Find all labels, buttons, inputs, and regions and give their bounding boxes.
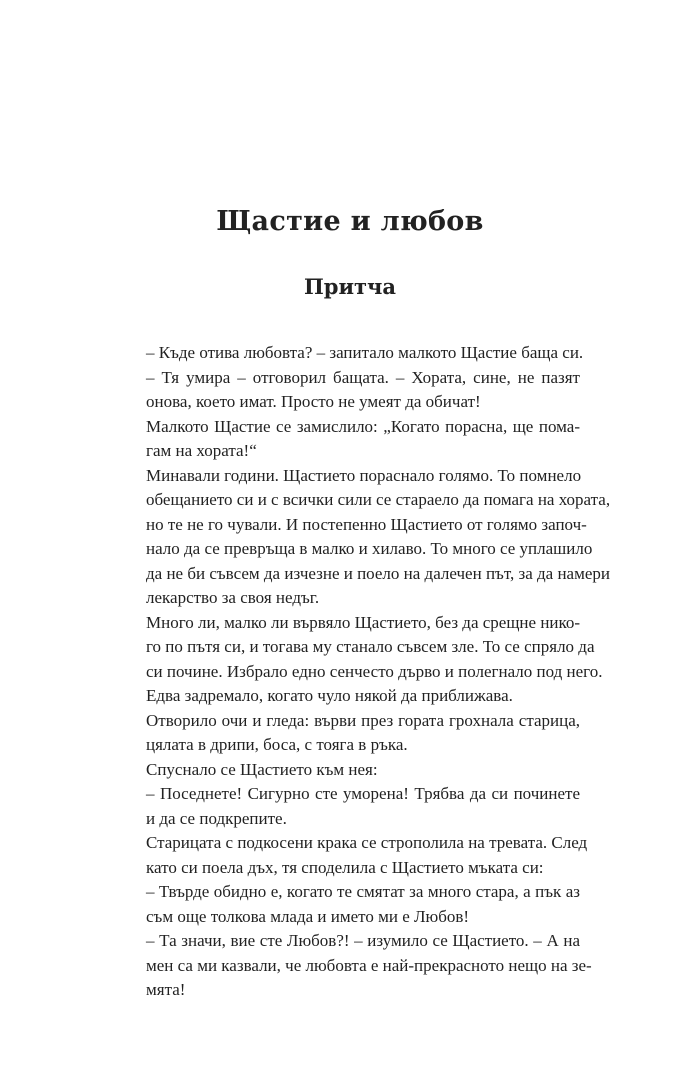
text-line: Старицата с подкосени крака се строполила на тревата. След [146,833,588,852]
text-line: го по пътя си, и тогава му станало съвсем зле. То се спряло да [146,637,595,656]
paragraph [120,782,580,831]
paragraph [120,929,592,1003]
text-line: цялата в дрипи, боса, с тояга в ръка. [146,735,408,754]
text-line: да не би съвсем да изчезне и поело на далечен път, за да намери [146,563,610,583]
paragraph [120,415,580,464]
paragraph [120,611,603,709]
text-line: съм още толкова млада и името ми е Любов! [146,906,470,926]
text-line: но те не го чували. И постепенно Щастието от голямо започ- [146,514,587,534]
text-line: – Та значи, вие сте Любов?! – изумило се Щастието. – А на [146,931,580,950]
text-line: нало да се превръща в малко и хилаво. То много се уплашило [146,539,593,558]
text-line: Много ли, малко ли вървяло Щастието, без да срещне нико- [146,612,581,632]
text-line: – Твърде обидно е, когато те смятат за много стара, а пък аз [146,882,580,901]
text-line: Отворило очи и гледа: върви през гората грохнала старица, [146,710,580,730]
paragraph [120,341,584,366]
story-text [120,341,611,1003]
chapter-title: Щастие и любов [216,206,484,237]
text-line: лекарство за своя недъг. [146,588,320,607]
text-line: мята! [146,980,186,999]
text-line: – Къде отива любовта? – запитало малкото Щастие баща си. [146,343,584,362]
text-line: онова, което имат. Просто не умеят да обичат! [146,392,481,411]
paragraph [120,366,580,415]
text-line: си почине. Избрало едно сенчесто дърво и полегнало под него. [146,661,603,681]
paragraph [120,880,580,929]
text-line: като си поела дъх, тя споделила с Щастието мъката си: [146,857,544,877]
paragraph [120,831,588,880]
text-line: обещанието си и с всички сили се стараело да помага на хората, [146,490,611,509]
paragraph [120,758,580,783]
text-line: гам на хората!“ [146,441,257,460]
chapter-subtitle: Притча [303,274,397,299]
text-line: и да се подкрепите. [146,808,287,828]
text-line: – Тя умира – отговорил бащата. – Хората, сине, не пазят [146,367,580,387]
text-line: – Поседнете! Сигурно сте уморена! Трябва да си починете [146,784,580,803]
text-line: Малкото Щастие се замислило: „Когато порасна, ще пома- [146,416,580,436]
text-line: Минавали години. Щастието пораснало голямо. То помнело [146,465,582,485]
paragraph [120,709,580,758]
text-line: Едва задремало, когато чуло някой да приближава. [146,686,513,705]
text-line: мен са ми казвали, че любовта е най-прекрасното нещо на зе- [146,955,592,975]
text-line: Спуснало се Щастието към нея: [146,759,378,779]
paragraph [120,464,611,611]
